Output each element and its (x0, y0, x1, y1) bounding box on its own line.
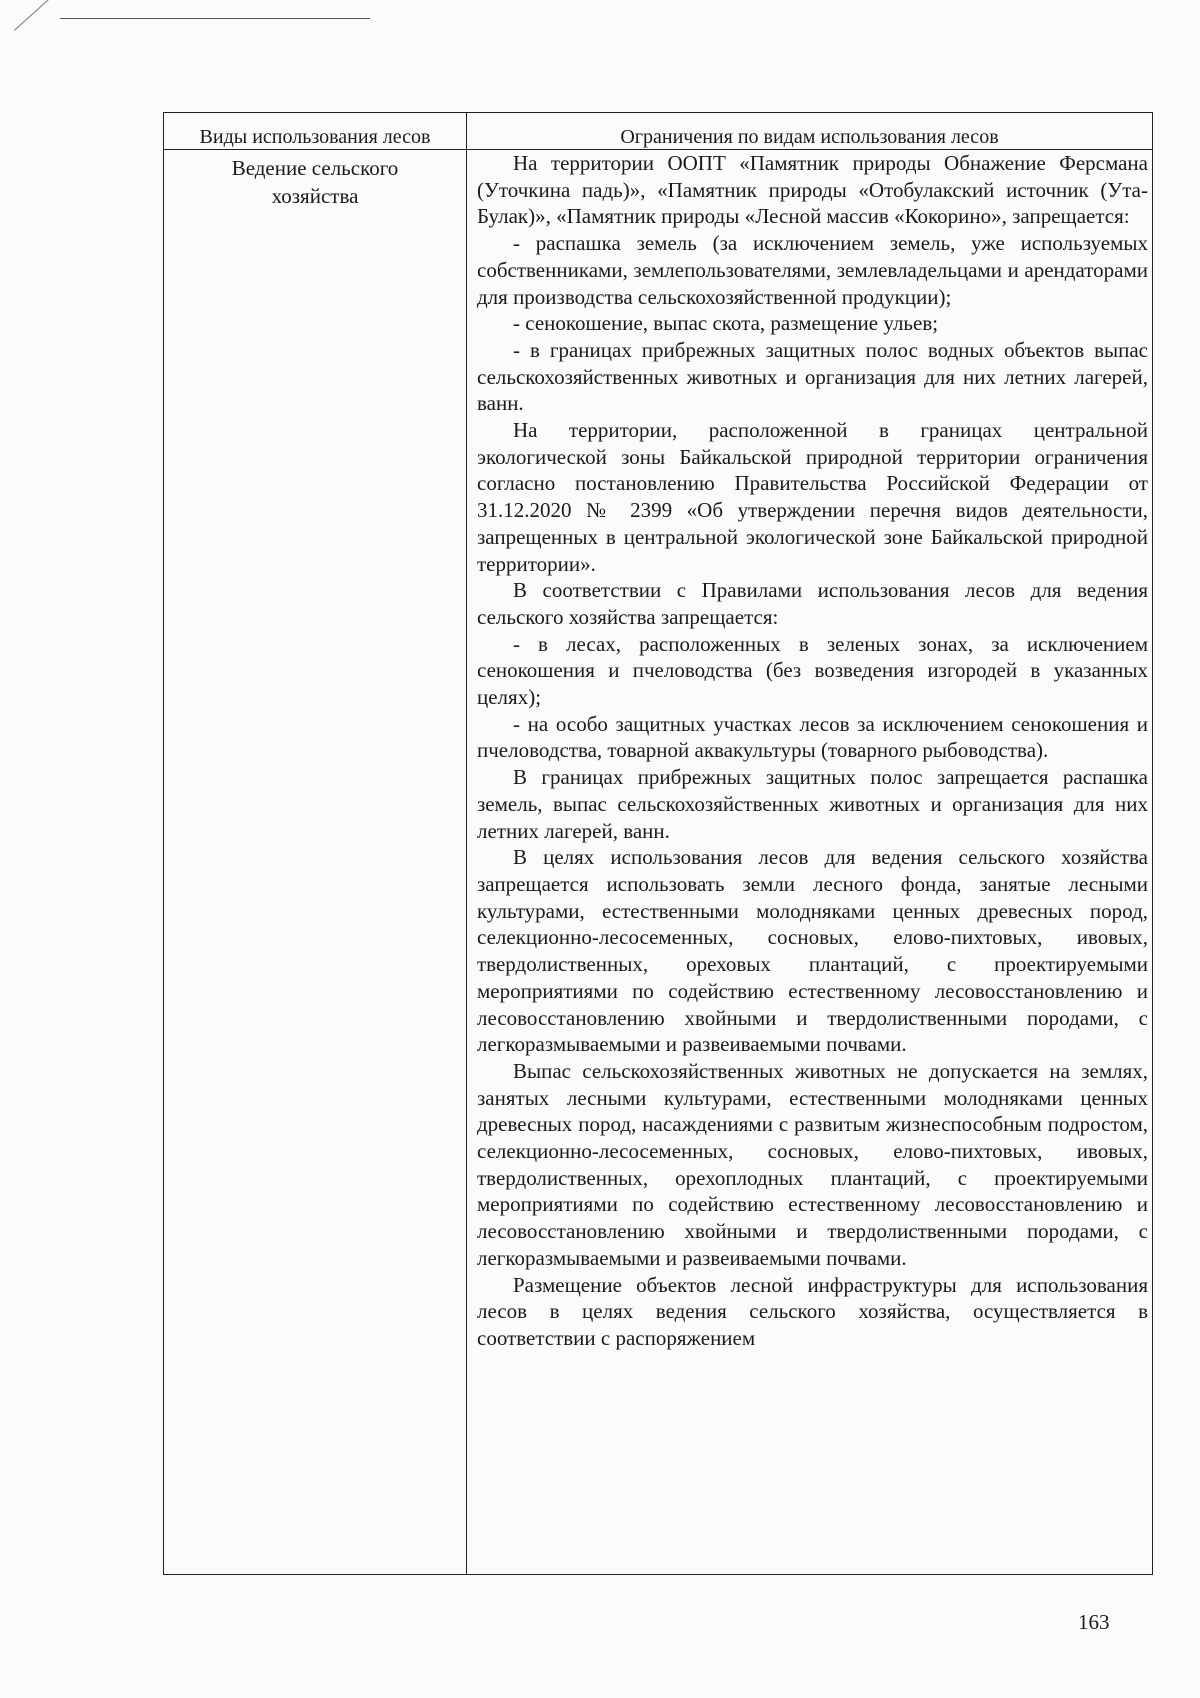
restriction-paragraph: В границах прибрежных защитных полос запрещается распашка земель, выпас сельскохозяйственных животных и организация для них летних лагерей, ванн. (477, 765, 1148, 843)
restriction-paragraph: - в лесах, расположенных в зеленых зонах, за исключением сенокошения и пчеловодства (без возведения изгородей в указанных целях); (477, 631, 1148, 710)
forest-use-kind: Ведение сельского хозяйства (164, 150, 467, 1575)
restrictions-cell (467, 150, 1153, 1575)
restriction-paragraph: Размещение объектов лесной инфраструктуры для использования лесов в целях ведения сельского хозяйства, осуществляется в соответствии с распоряжением (477, 1272, 1148, 1350)
restrictions-table (163, 112, 1153, 1575)
restriction-paragraph: - распашка земель (за исключением земель, уже используемых собственниками, землепользователями, землевладельцами и арендаторами для производства сельскохозяйственной продукции); (477, 231, 1148, 309)
page-number: 163 (1078, 1610, 1110, 1634)
restriction-paragraph: На территории ООПТ «Памятник природы Обнажение Ферсмана (Уточкина падь)», «Памятник природы «Отобулакский источник (Ута-Булак)», «Памятник природы «Лесной массив «Кокорино», запрещается: (477, 151, 1148, 229)
table-header-row (164, 113, 1153, 150)
restriction-paragraph: В соответствии с Правилами использования лесов для ведения сельского хозяйства запрещается: (477, 578, 1148, 629)
scan-artifact-line (60, 18, 370, 19)
restriction-paragraph: Выпас сельскохозяйственных животных не допускается на землях, занятых лесными культурами, естественными молодняками ценных древесных пород, насаждениями с развитым жизнеспособным подростом, селекционно-лесосеменных, сосновых, елово-пихтовых, ивовых, твердолиственных, орехоплодных плантаций, с проектируемыми мероприятиями по содействию естественному лесовосстановлению и лесовосстановлению хвойными и твердолиственными породами, с легкоразмываемыми и развеиваемыми почвами. (477, 1058, 1148, 1270)
restriction-paragraph: - сенокошение, выпас скота, размещение ульев; (513, 311, 939, 336)
header-forest-use-types: Виды использования лесов (164, 113, 467, 150)
restriction-paragraph: - в границах прибрежных защитных полос водных объектов выпас сельскохозяйственных животных и организация для них летних лагерей, ванн. (477, 337, 1148, 416)
header-use-restrictions: Ограничения по видам использования лесов (467, 113, 1153, 150)
restriction-paragraph: На территории, расположенной в границах центральной экологической зоны Байкальской природной территории ограничения согласно постановлению Правительства Российской Федерации от 31.12.2020 № 2399 «Об утверждении перечня видов деятельности, запрещенных в центральной экологической зоне Байкальской природной территории». (477, 418, 1148, 576)
scan-artifact-stroke (14, 0, 59, 31)
table-row (164, 150, 1153, 1575)
restriction-paragraph: В целях использования лесов для ведения сельского хозяйства запрещается использовать земли лесного фонда, занятые лесными культурами, естественными молодняками ценных древесных пород, селекционно-лесосеменных, сосновых, елово-пихтовых, ивовых, твердолиственных, ореховых плантаций, с проектируемыми мероприятиями по содействию естественному лесовосстановлению и лесовосстановлению хвойными и твердолиственными породами, с легкоразмываемыми и развеиваемыми почвами. (477, 845, 1148, 1057)
restriction-paragraph: - на особо защитных участках лесов за исключением сенокошения и пчеловодства, товарной аквакультуры (товарного рыбоводства). (477, 711, 1148, 763)
